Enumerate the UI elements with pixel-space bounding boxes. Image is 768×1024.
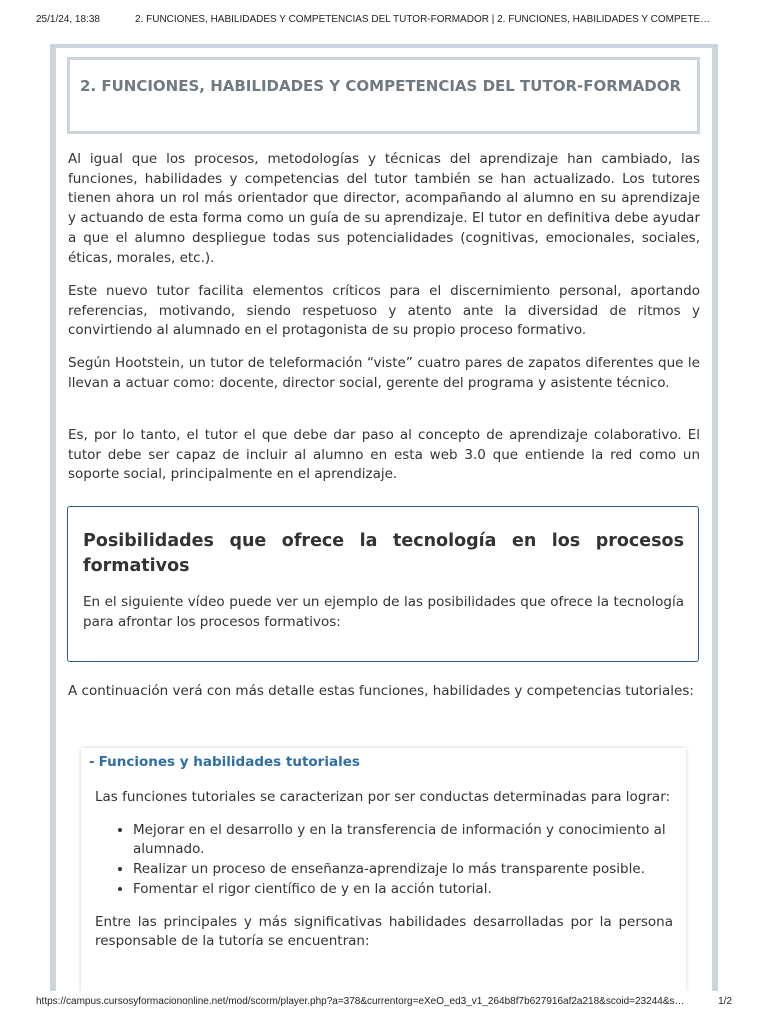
accordion-panel <box>81 748 686 991</box>
list-item: • Mejorar en el desarrollo y en la transferencia de información y conocimiento al alumnado. <box>133 821 673 860</box>
print-page-title: 2. FUNCIONES, HABILIDADES Y COMPETENCIAS DEL TUTOR-FORMADOR | 2. FUNCIONES, HABILIDADES Y COMPETE… <box>135 14 711 25</box>
list-item: • Realizar un proceso de enseñanza-aprendizaje lo más transparente posible. <box>133 860 673 880</box>
paragraph-collaborative: Es, por lo tanto, el tutor el que debe dar paso al concepto de aprendizaje colaborativo. El tutor debe ser capaz de incluir al alumno en esta web 3.0 que entiende la red como un soporte social, principalmente en el aprendizaje. <box>68 427 700 483</box>
content-area[interactable] <box>56 48 712 991</box>
accordion-closing: Entre las principales y más significativas habilidades desarrolladas por la persona responsable de la tutoría se encuentran: <box>95 913 673 950</box>
print-footer <box>36 996 738 1010</box>
callout-title: Posibilidades que ofrece la tecnología en los procesos formativos <box>83 531 684 576</box>
paragraph-intro: Al igual que los procesos, metodologías y técnicas del aprendizaje han cambiado, las funciones, habilidades y competencias del tutor también se han actualizado. Los tutores tienen ahora un rol más orientador que director, acompañando al alumno en su aprendizaje y actuando de esta forma como un guía de su aprendizaje. El tutor en definitiva debe ayudar a que el alumno despliegue todas sus potencialidades (cognitivas, emocionales, sociales, éticas, morales, etc.). <box>68 151 700 266</box>
print-page-number: 1/2 <box>718 996 732 1007</box>
accordion-title: Funciones y habilidades tutoriales <box>98 754 360 770</box>
page-title: 2. FUNCIONES, HABILIDADES Y COMPETENCIAS DEL TUTOR-FORMADOR <box>80 77 682 95</box>
paragraph-more-detail: A continuación verá con más detalle estas funciones, habilidades y competencias tutoriales: <box>68 683 694 699</box>
list-item: • Fomentar el rigor científico de y en la acción tutorial. <box>133 880 673 900</box>
print-header <box>36 14 738 28</box>
functions-list <box>95 821 673 900</box>
paragraph-new-tutor: Este nuevo tutor facilita elementos críticos para el discernimiento personal, aportando referencias, motivando, siendo respetuoso y atento ante la diversidad de ritmos y convirtiendo al alumnado en el protagonista de su propio proceso formativo. <box>68 283 700 339</box>
title-box <box>67 57 700 134</box>
scorm-content-frame <box>50 44 718 991</box>
paragraph-hootstein: Según Hootstein, un tutor de teleformación “viste” cuatro pares de zapatos diferentes que le llevan a actuar como: docente, director social, gerente del programa y asistente técnico. <box>68 355 700 391</box>
print-date: 25/1/24, 18:38 <box>36 14 100 25</box>
callout-box <box>67 506 699 662</box>
collapse-icon: - <box>89 754 95 770</box>
accordion-lead: Las funciones tutoriales se caracterizan por ser conductas determinadas para lograr: <box>95 789 671 805</box>
accordion-toggle[interactable] <box>89 752 360 772</box>
print-url: https://campus.cursosyformaciononline.net/mod/scorm/player.php?a=378&currentorg=eXeO_ed3_v1_264b8f7b627916af2a218&scoid=23244&s… <box>36 996 685 1007</box>
callout-text: En el siguiente vídeo puede ver un ejemplo de las posibilidades que ofrece la tecnología para afrontar los procesos formativos: <box>83 594 684 630</box>
accordion-body <box>95 788 673 952</box>
